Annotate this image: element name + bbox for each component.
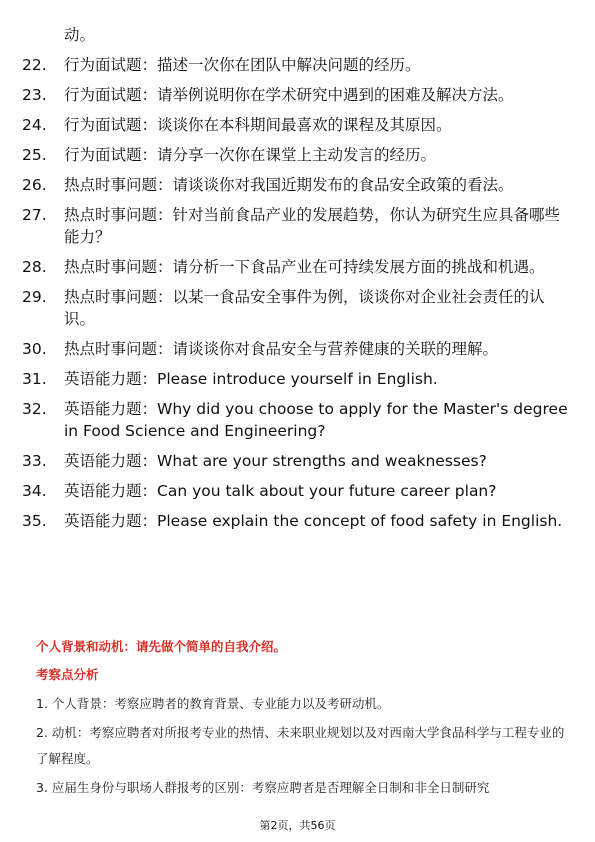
question-text: 行为面试题：描述一次你在团队中解决问题的经历。	[64, 56, 421, 74]
question-item	[22, 398, 572, 442]
page-footer: 第2页，共56页	[259, 819, 336, 832]
question-number: 22.	[22, 56, 47, 74]
continuation-text: 动。	[64, 26, 96, 44]
question-number: 34.	[22, 482, 47, 500]
question-number: 28.	[22, 258, 47, 276]
question-list	[22, 24, 572, 540]
question-item	[22, 204, 572, 248]
question-item	[22, 338, 572, 360]
question-number: 23.	[22, 86, 47, 104]
section-heading: 个人背景和动机：请先做个简单的自我介绍。	[36, 639, 287, 654]
question-number: 25.	[22, 146, 47, 164]
question-text: 热点时事问题：以某一食品安全事件为例，谈谈你对企业社会责任的认识。	[64, 288, 545, 328]
question-number: 26.	[22, 176, 47, 194]
question-item	[22, 286, 572, 330]
question-text: 行为面试题：请举例说明你在学术研究中遇到的困难及解决方法。	[64, 86, 514, 104]
question-text: 英语能力题：Can you talk about your future career plan?	[64, 482, 497, 500]
question-item	[22, 510, 572, 532]
question-number: 33.	[22, 452, 47, 470]
question-text: 热点时事问题：请谈谈你对我国近期发布的食品安全政策的看法。	[64, 176, 514, 194]
question-number: 27.	[22, 206, 47, 224]
question-number: 35.	[22, 512, 47, 530]
question-number: 31.	[22, 370, 47, 388]
question-text: 英语能力题：Please introduce yourself in English.	[64, 370, 438, 388]
question-number: 29.	[22, 288, 47, 306]
question-text: 行为面试题：谈谈你在本科期间最喜欢的课程及其原因。	[64, 116, 452, 134]
analysis-subheading: 考察点分析	[36, 667, 99, 682]
question-text: 英语能力题：What are your strengths and weaknesses?	[64, 452, 487, 470]
question-number: 32.	[22, 400, 47, 418]
question-item	[22, 256, 572, 278]
question-text: 热点时事问题：针对当前食品产业的发展趋势，你认为研究生应具备哪些能力？	[64, 206, 561, 246]
question-item	[22, 144, 572, 166]
question-text: 英语能力题：Please explain the concept of food safety in English.	[64, 512, 563, 530]
question-text: 行为面试题：请分享一次你在课堂上主动发言的经历。	[64, 146, 437, 164]
question-item	[22, 114, 572, 136]
question-text: 热点时事问题：请分析一下食品产业在可持续发展方面的挑战和机遇。	[64, 258, 545, 276]
question-item	[22, 54, 572, 76]
question-item	[22, 174, 572, 196]
question-number: 30.	[22, 340, 47, 358]
question-item	[22, 84, 572, 106]
question-text: 热点时事问题：请谈谈你对食品安全与营养健康的关联的理解。	[64, 340, 499, 358]
analysis-section	[36, 637, 566, 804]
question-number: 24.	[22, 116, 47, 134]
analysis-point: 1. 个人背景：考察应聘者的教育背景、专业能力以及考研动机。	[36, 696, 390, 711]
question-item	[22, 450, 572, 472]
analysis-point: 2. 动机：考察应聘者对所报考专业的热情、未来职业规划以及对西南大学食品科学与工程专业的了解程度。	[36, 725, 565, 766]
question-text: 英语能力题：Why did you choose to apply for the Master's degree in Food Science and Engineering?	[64, 400, 568, 440]
analysis-point: 3. 应届生身份与职场人群报考的区别：考察应聘者是否理解全日制和非全日制研究	[36, 780, 490, 795]
question-item	[22, 368, 572, 390]
question-item	[22, 480, 572, 502]
